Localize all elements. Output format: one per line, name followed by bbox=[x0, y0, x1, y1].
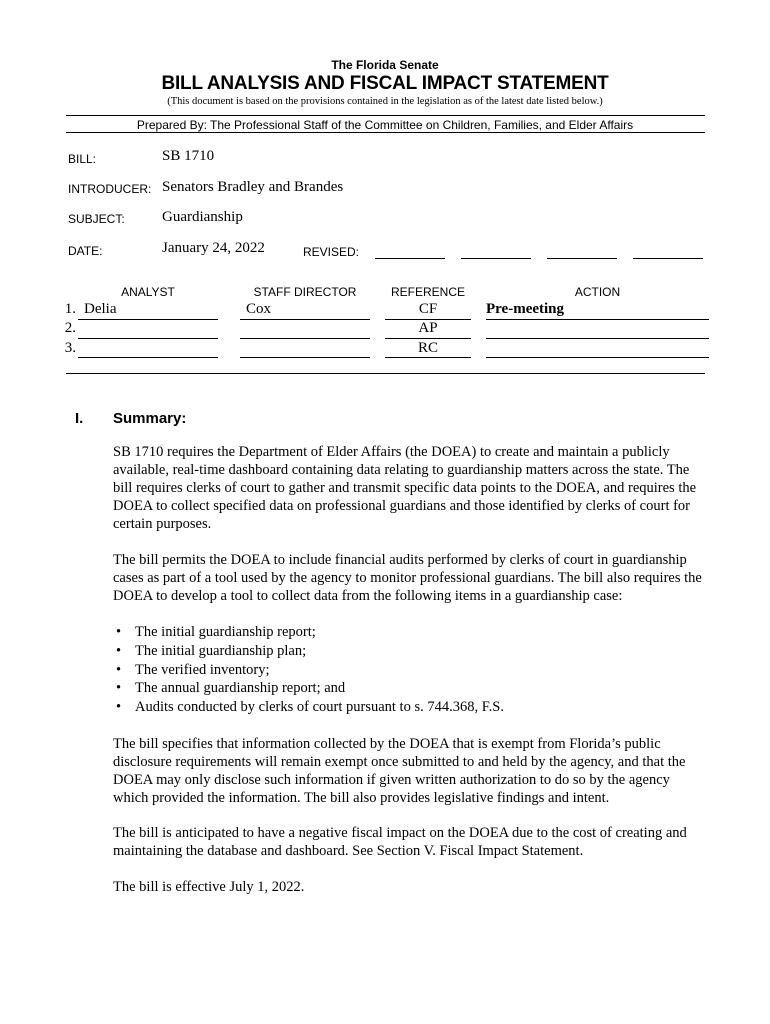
action-value: Pre-meeting bbox=[486, 301, 565, 317]
col-header-action: ACTION bbox=[574, 285, 621, 299]
bill-label: BILL: bbox=[68, 152, 97, 166]
bullet-list bbox=[113, 623, 705, 717]
row-number: 2. bbox=[64, 320, 76, 336]
reference-code: CF bbox=[418, 301, 438, 317]
staff-director-line bbox=[240, 338, 370, 339]
action-line bbox=[486, 357, 709, 358]
introducer-value: Senators Bradley and Brandes bbox=[162, 179, 344, 195]
summary-paragraph-5: The bill is effective July 1, 2022. bbox=[113, 879, 305, 895]
introducer-label: INTRODUCER: bbox=[68, 182, 152, 196]
date-value: January 24, 2022 bbox=[162, 240, 265, 256]
list-item: • The annual guardianship report; and bbox=[116, 680, 346, 697]
subject-label: SUBJECT: bbox=[68, 212, 125, 226]
analyst-name: Delia bbox=[84, 301, 117, 317]
list-item: • Audits conducted by clerks of court pursuant to s. 744.368, F.S. bbox=[116, 699, 504, 716]
bullet-icon: • bbox=[116, 661, 122, 678]
summary-paragraph-3: The bill specifies that information collected by the DOEA that is exempt from Florida’s public disclosure requirements will remain exempt once submitted to and held by the agency, and that the DOEA may only disclose such information if given written authorization to do so by the agency which provided the information. The bill also provides legislative findings and intent. bbox=[113, 736, 686, 806]
summary-paragraph-1: SB 1710 requires the Department of Elder Affairs (the DOEA) to create and maintain a publicly available, real-time dashboard containing data relating to guardianship matters across the state. The bill requires clerks of court to gather and transmit specific data points to the DOEA, and requires the DOEA to collect specified data on professional guardians and those identified by clerks of court for certain purposes. bbox=[113, 444, 697, 532]
revised-blank-2 bbox=[461, 258, 531, 259]
analyst-line bbox=[78, 357, 218, 358]
header-rule-top bbox=[66, 115, 705, 116]
section-numeral: I. bbox=[75, 410, 84, 427]
summary-paragraph-4: The bill is anticipated to have a negative fiscal impact on the DOEA due to the cost of creating and maintaining the database and dashboard. See Section V. Fiscal Impact Statement. bbox=[113, 825, 687, 859]
bullet-icon: • bbox=[116, 642, 122, 659]
subject-value: Guardianship bbox=[162, 209, 243, 225]
bill-number: SB 1710 bbox=[162, 148, 215, 164]
revised-blank-3 bbox=[547, 258, 617, 259]
row-number: 1. bbox=[64, 301, 76, 317]
col-header-analyst: ANALYST bbox=[121, 285, 175, 299]
action-line bbox=[486, 319, 709, 320]
staff-director-name: Cox bbox=[246, 301, 272, 317]
header-rule-bottom bbox=[66, 132, 705, 133]
reference-code: RC bbox=[417, 340, 438, 356]
col-header-staff-director: STAFF DIRECTOR bbox=[253, 285, 357, 299]
reference-code: AP bbox=[418, 320, 438, 336]
bullet-icon: • bbox=[116, 624, 122, 640]
list-item: • The initial guardianship plan; bbox=[116, 642, 307, 659]
analyst-line bbox=[78, 338, 218, 339]
chamber-name: The Florida Senate bbox=[331, 58, 439, 72]
staff-director-line bbox=[240, 357, 370, 358]
list-item: • The initial guardianship report; bbox=[116, 624, 316, 640]
document-note: (This document is based on the provisions contained in the legislation as of the latest date listed below.) bbox=[167, 96, 603, 107]
col-header-reference: REFERENCE bbox=[390, 285, 465, 299]
bullet-icon: • bbox=[116, 680, 122, 697]
staff-director-line bbox=[240, 319, 370, 320]
row-number: 3. bbox=[64, 340, 76, 356]
document-title: BILL ANALYSIS AND FISCAL IMPACT STATEMENT bbox=[161, 73, 609, 94]
action-line bbox=[486, 338, 709, 339]
bullet-icon: • bbox=[116, 699, 122, 716]
reference-line bbox=[385, 357, 471, 358]
revised-label: REVISED: bbox=[303, 245, 360, 259]
reference-line bbox=[385, 338, 471, 339]
table-bottom-rule bbox=[66, 373, 705, 374]
prepared-by: Prepared By: The Professional Staff of the Committee on Children, Families, and Elder Affairs bbox=[136, 118, 634, 132]
analyst-line bbox=[78, 319, 218, 320]
summary-paragraph-2: The bill permits the DOEA to include financial audits performed by clerks of court in guardianship cases as part of a tool used by the agency to monitor professional guardians. The bill also requires the DOEA to develop a tool to collect data from the following items in a guardianship case: bbox=[113, 552, 702, 604]
revised-blank-4 bbox=[633, 258, 703, 259]
date-label: DATE: bbox=[68, 244, 103, 258]
revised-blank-1 bbox=[375, 258, 445, 259]
list-item: • The verified inventory; bbox=[116, 661, 270, 678]
section-heading: Summary: bbox=[113, 410, 187, 427]
